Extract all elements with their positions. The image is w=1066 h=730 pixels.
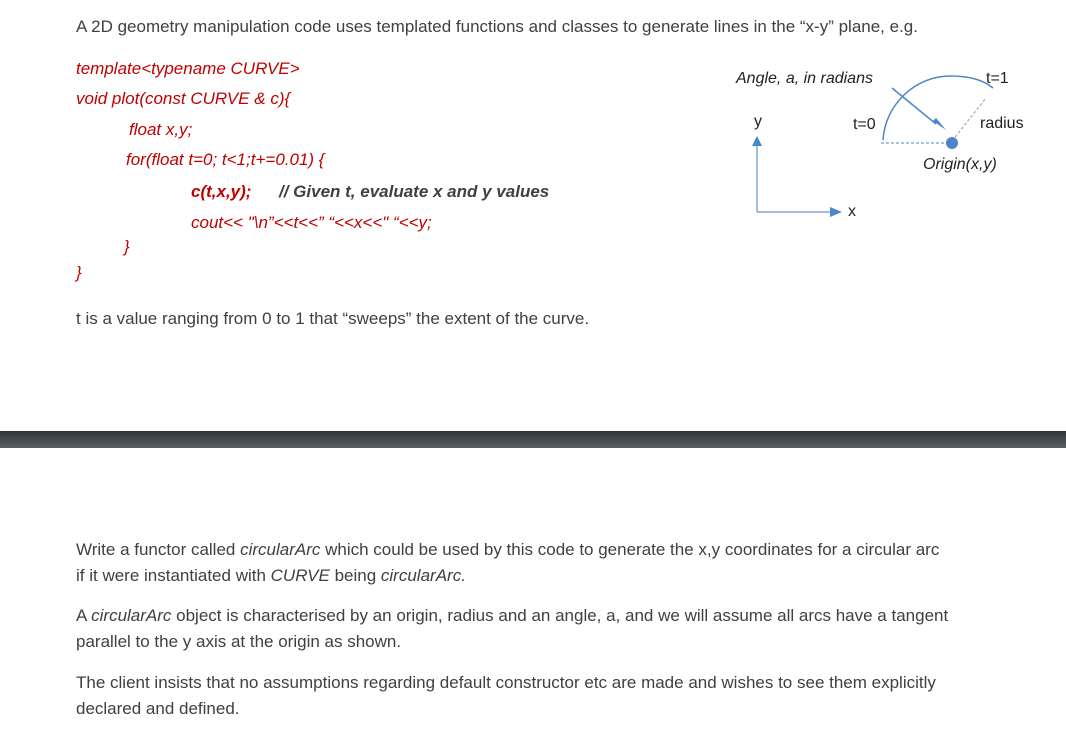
task-text: Write a functor called [76,540,241,559]
task-text: which could be used by this code to generate the x,y coordinates for a circular arc [320,540,940,559]
t0-label: t=0 [853,116,876,133]
task-para3-line2: declared and defined. [76,699,240,718]
y-axis-label: y [754,113,762,130]
section-divider [0,431,1066,448]
task-text: if it were instantiated with [76,566,271,585]
class-name-circularArc: circularArc [240,540,321,559]
code-outer-close-brace: } [76,263,82,282]
task-text: being [329,566,381,585]
code-line-signature: void plot(const CURVE & c){ [76,89,291,108]
type-name-CURVE: CURVE [270,566,330,585]
intro-text: A 2D geometry manipulation code uses templated functions and classes to generate lines in the “x-y” plane, e.g. [76,17,918,36]
code-comment: // Given t, evaluate x and y values [279,182,550,201]
task-para2-line2: parallel to the y axis at the origin as shown. [76,632,402,651]
angle-label: Angle, a, in radians [736,70,873,87]
arc-curve [883,76,993,140]
task-text: object is characterised by an origin, radius and an angle, a, and we will assume all arcs have a tangent [171,606,949,625]
code-line-call: c(t,x,y); [191,182,252,201]
code-line-for: for(float t=0; t<1;t+=0.01) { [126,150,325,169]
task-para2-line1 [76,606,948,626]
task-para3-line1: The client insists that no assumptions regarding default constructor etc are made and wishes to see them explicitly [76,673,936,692]
origin-label: Origin(x,y) [923,156,997,173]
y-axis-arrow-icon [752,136,762,146]
sweep-note: t is a value ranging from 0 to 1 that “sweeps” the extent of the curve. [76,309,590,328]
arc-diagram [700,60,1040,235]
task-para1-line2 [76,566,466,586]
x-axis-label: x [848,203,856,220]
code-line-cout: cout<< "\n”<<t<<” “<<x<<" “<<y; [191,213,432,232]
task-text: A [76,606,92,625]
x-axis-arrow-icon [830,207,842,217]
code-inner-close-brace: } [124,237,130,256]
origin-point [946,137,958,149]
radius-label: radius [980,115,1024,132]
class-name-circularArc: circularArc [91,606,172,625]
angle-pointer-line [892,88,936,124]
task-para1-line1 [76,540,939,560]
class-name-circularArc: circularArc. [380,566,466,585]
t1-label: t=1 [986,70,1009,87]
code-line-template: template<typename CURVE> [76,59,300,78]
code-line-decl: float x,y; [129,120,193,139]
